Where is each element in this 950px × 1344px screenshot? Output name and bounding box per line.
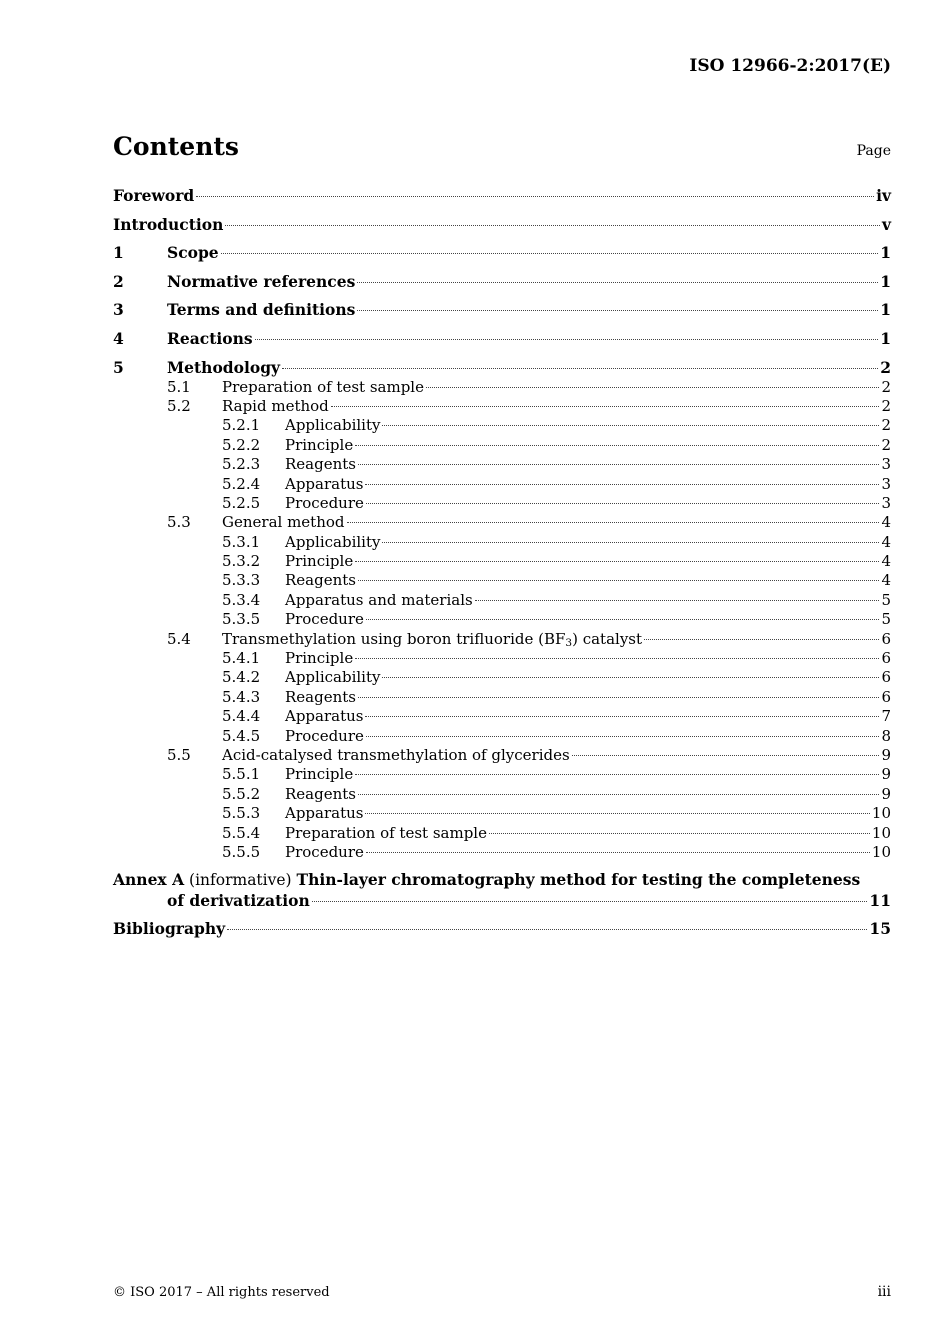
- toc-entry-number: 4: [113, 328, 124, 348]
- toc-entry-number: 5.2.2: [222, 435, 261, 454]
- toc-entry-title: Normative references: [167, 271, 356, 291]
- toc-entry-5-4-4[interactable]: [113, 707, 891, 726]
- toc-entry-title: Reagents: [285, 687, 356, 706]
- toc-entry-page: 9: [881, 765, 891, 784]
- toc-entry-title: Rapid method: [222, 396, 329, 415]
- toc-entry-page: 9: [881, 784, 891, 803]
- toc-entry-5-3-4[interactable]: [113, 591, 891, 610]
- annex-title-line-2: [113, 891, 891, 920]
- annex-title-continued: of derivatization: [167, 890, 310, 910]
- leader-dots: [382, 677, 879, 678]
- toc-entry-title: Terms and definitions: [167, 300, 356, 320]
- toc-entry-title: Principle: [285, 435, 354, 454]
- toc-entry-title: Reactions: [167, 328, 253, 348]
- leader-dots: [475, 600, 880, 601]
- toc-entry-title: Preparation of test sample: [222, 377, 424, 396]
- toc-entry-page: 3: [881, 474, 891, 493]
- toc-entry-5-3-2[interactable]: [113, 552, 891, 571]
- toc-entry-title: Reagents: [285, 784, 356, 803]
- toc-entry-title: Methodology: [167, 357, 281, 377]
- toc-entry-title: Preparation of test sample: [285, 823, 487, 842]
- toc-entry-number: 5.3.5: [222, 610, 261, 629]
- toc-entry-5-2-2[interactable]: [113, 436, 891, 455]
- leader-dots: [196, 196, 874, 197]
- toc-entry-5-4-5[interactable]: [113, 727, 891, 746]
- toc-entry-page: 2: [881, 416, 891, 435]
- toc-entry-page: 6: [881, 649, 891, 668]
- leader-dots: [365, 716, 879, 717]
- toc-entry-5-1[interactable]: [113, 378, 891, 397]
- leader-dots: [366, 736, 880, 737]
- leader-dots: [426, 387, 879, 388]
- leader-dots: [382, 425, 879, 426]
- toc-entry-5-4[interactable]: [113, 630, 891, 649]
- leader-dots: [282, 368, 878, 369]
- toc-entry-title: Foreword: [113, 186, 195, 205]
- toc-entry-title: Procedure: [285, 726, 364, 745]
- toc-entry-number: 5.2.1: [222, 416, 261, 435]
- toc-entry-5-4-1[interactable]: [113, 649, 891, 668]
- toc-entry-title: Acid-catalysed transmethylation of glycerides: [222, 745, 570, 764]
- toc-entry-page: 2: [881, 377, 891, 396]
- leader-dots: [358, 697, 879, 698]
- toc-entry-title: Introduction: [113, 214, 224, 234]
- toc-entry-title: Principle: [285, 649, 354, 668]
- toc-entry-5-2[interactable]: [113, 397, 891, 416]
- leader-dots: [644, 639, 879, 640]
- toc-entry-page: 11: [869, 890, 891, 910]
- toc-entry-page: 15: [869, 919, 891, 939]
- toc-entry-title: Procedure: [285, 842, 364, 861]
- toc-entry-title: General method: [222, 513, 345, 532]
- toc-entry-page: 2: [880, 357, 891, 377]
- leader-dots: [365, 484, 879, 485]
- leader-dots: [572, 755, 880, 756]
- toc-entry-page: 5: [881, 590, 891, 609]
- toc-entry-reactions[interactable]: [113, 329, 891, 358]
- toc-entry-number: 5.5.4: [222, 823, 261, 842]
- toc-entry-number: 5.4.3: [222, 687, 261, 706]
- toc-entry-scope[interactable]: [113, 243, 891, 272]
- toc-entry-5-5[interactable]: [113, 746, 891, 765]
- toc-entry-introduction[interactable]: [113, 215, 891, 244]
- leader-dots: [255, 339, 879, 340]
- toc-entry-5-4-3[interactable]: [113, 688, 891, 707]
- toc-entry-title: Reagents: [285, 455, 356, 474]
- leader-dots: [358, 794, 879, 795]
- toc-entry-number: 5.5.2: [222, 784, 261, 803]
- title-text: ) catalyst: [572, 629, 643, 648]
- subscript-3: 3: [565, 636, 573, 649]
- table-of-contents: [113, 186, 891, 948]
- toc-entry-5-3[interactable]: [113, 513, 891, 532]
- toc-entry-number: 2: [113, 271, 124, 291]
- leader-dots: [355, 561, 879, 562]
- toc-entry-number: 1: [113, 243, 124, 263]
- toc-entry-number: 5.3.4: [222, 590, 261, 609]
- toc-entry-page: 4: [881, 513, 891, 532]
- annex-title-line-1: [113, 870, 891, 891]
- annex-label: Annex A: [113, 870, 185, 890]
- leader-dots: [312, 901, 868, 902]
- toc-entry-5-2-1[interactable]: [113, 416, 891, 435]
- leader-dots: [366, 852, 870, 853]
- toc-entry-number: 5.2.3: [222, 455, 261, 474]
- toc-entry-number: 5.2: [167, 396, 191, 415]
- toc-entry-page: 4: [881, 552, 891, 571]
- toc-entry-number: 5.5: [167, 745, 191, 764]
- toc-entry-5-3-5[interactable]: [113, 610, 891, 629]
- toc-entry-page: 2: [881, 396, 891, 415]
- toc-entry-5-2-5[interactable]: [113, 494, 891, 513]
- toc-entry-page: 7: [881, 707, 891, 726]
- toc-entry-number: 5.5.5: [222, 842, 261, 861]
- toc-entry-page: 6: [881, 668, 891, 687]
- toc-entry-page: v: [881, 214, 891, 234]
- toc-entry-number: 5.3: [167, 513, 191, 532]
- toc-entry-number: 5.2.4: [222, 474, 261, 493]
- leader-dots: [355, 445, 879, 446]
- toc-entry-page: 3: [881, 493, 891, 512]
- toc-entry-terms-and-definitions[interactable]: [113, 300, 891, 329]
- toc-entry-5-2-3[interactable]: [113, 455, 891, 474]
- toc-entry-title: Scope: [167, 243, 219, 263]
- title-text: Transmethylation using boron trifluoride (BF: [222, 629, 566, 648]
- contents-title: Contents: [113, 132, 240, 161]
- leader-dots: [347, 522, 880, 523]
- toc-entry-title: Apparatus and materials: [285, 590, 473, 609]
- toc-entry-page: 10: [871, 842, 891, 861]
- toc-entry-title: Reagents: [285, 571, 356, 590]
- toc-entry-title: Apparatus: [285, 474, 364, 493]
- annex-kind: (informative): [189, 871, 292, 890]
- toc-entry-page: 4: [881, 571, 891, 590]
- toc-entry-page: 1: [880, 271, 891, 291]
- toc-entry-number: 5.4.5: [222, 726, 261, 745]
- leader-dots: [355, 658, 879, 659]
- leader-dots: [357, 282, 878, 283]
- toc-entry-5-5-2[interactable]: [113, 785, 891, 804]
- annex-title: Thin-layer chromatography method for testing the completeness: [296, 870, 861, 890]
- toc-entry-number: 5.1: [167, 377, 191, 396]
- toc-entry-methodology[interactable]: [113, 358, 891, 378]
- page-column-label: Page: [856, 143, 891, 159]
- toc-entry-bibliography[interactable]: [113, 919, 891, 948]
- toc-entry-title: Principle: [285, 765, 354, 784]
- leader-dots: [358, 464, 879, 465]
- page-number: iii: [877, 1284, 891, 1300]
- toc-entry-5-5-4[interactable]: [113, 824, 891, 843]
- toc-entry-page: 3: [881, 455, 891, 474]
- toc-entry-page: 1: [880, 300, 891, 320]
- toc-entry-number: 5.4.4: [222, 707, 261, 726]
- toc-entry-5-3-1[interactable]: [113, 533, 891, 552]
- toc-entry-number: 5.5.1: [222, 765, 261, 784]
- leader-dots: [355, 774, 879, 775]
- toc-entry-5-3-3[interactable]: [113, 571, 891, 590]
- toc-entry-title: Procedure: [285, 493, 364, 512]
- toc-entry-number: 5.3.2: [222, 552, 261, 571]
- toc-entry-5-2-4[interactable]: [113, 475, 891, 494]
- leader-dots: [331, 406, 880, 407]
- toc-entry-title: Applicability: [285, 416, 381, 435]
- leader-dots: [489, 833, 870, 834]
- toc-entry-number: 5.2.5: [222, 493, 261, 512]
- toc-entry-number: 5.5.3: [222, 804, 261, 823]
- document-id: ISO 12966-2:2017(E): [689, 56, 891, 76]
- toc-entry-annex-a[interactable]: [113, 870, 891, 919]
- copyright-notice: © ISO 2017 – All rights reserved: [113, 1285, 330, 1300]
- toc-entry-title: Apparatus: [285, 804, 364, 823]
- toc-entry-page: 6: [881, 629, 891, 648]
- toc-entry-number: 5.3.3: [222, 571, 261, 590]
- toc-entry-page: iv: [876, 186, 891, 205]
- leader-dots: [221, 253, 879, 254]
- toc-entry-page: 5: [881, 610, 891, 629]
- toc-entry-page: 8: [881, 726, 891, 745]
- leader-dots: [227, 929, 867, 930]
- toc-entry-page: 10: [871, 823, 891, 842]
- leader-dots: [382, 542, 879, 543]
- toc-entry-number: 5.4.2: [222, 668, 261, 687]
- leader-dots: [366, 503, 880, 504]
- toc-entry-page: 1: [880, 328, 891, 348]
- toc-entry-page: 9: [881, 745, 891, 764]
- toc-entry-page: 6: [881, 687, 891, 706]
- toc-entry-5-5-5[interactable]: [113, 843, 891, 862]
- toc-entry-title: Applicability: [285, 532, 381, 551]
- toc-entry-title: Applicability: [285, 668, 381, 687]
- toc-entry-5-5-1[interactable]: [113, 765, 891, 784]
- toc-entry-title: Apparatus: [285, 707, 364, 726]
- toc-entry-number: 5.4: [167, 629, 191, 648]
- toc-entry-number: 5.3.1: [222, 532, 261, 551]
- toc-entry-page: 4: [881, 532, 891, 551]
- leader-dots: [366, 619, 880, 620]
- toc-entry-title: Procedure: [285, 610, 364, 629]
- toc-entry-number: 5.4.1: [222, 649, 261, 668]
- toc-entry-5-5-3[interactable]: [113, 804, 891, 823]
- leader-dots: [365, 813, 869, 814]
- toc-entry-foreword[interactable]: [113, 186, 891, 215]
- toc-entry-page: 2: [881, 435, 891, 454]
- toc-entry-title: Bibliography: [113, 919, 226, 939]
- toc-entry-5-4-2[interactable]: [113, 668, 891, 687]
- toc-entry-number: 5: [113, 357, 124, 377]
- toc-entry-page: 10: [871, 804, 891, 823]
- toc-entry-title: Principle: [285, 552, 354, 571]
- leader-dots: [358, 580, 879, 581]
- leader-dots: [357, 310, 878, 311]
- toc-entry-normative-references[interactable]: [113, 272, 891, 301]
- toc-entry-page: 1: [880, 243, 891, 263]
- leader-dots: [225, 225, 880, 226]
- toc-entry-number: 3: [113, 300, 124, 320]
